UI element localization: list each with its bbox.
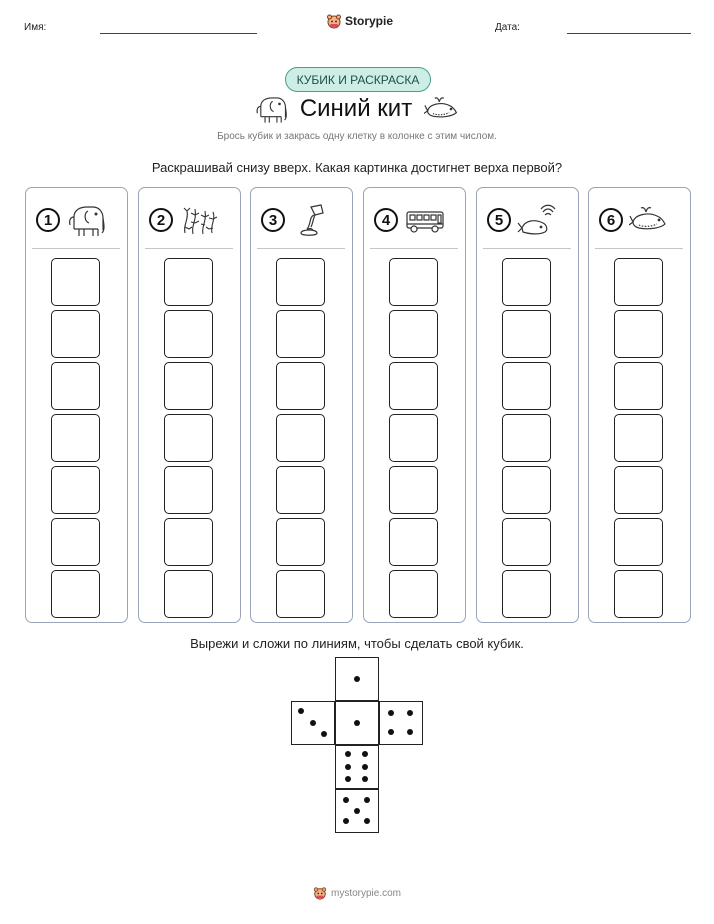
column-1	[25, 187, 128, 623]
color-cell[interactable]	[164, 310, 213, 358]
color-cell[interactable]	[614, 258, 663, 306]
die-pip	[343, 797, 349, 803]
footer	[0, 886, 714, 900]
die-pip	[388, 710, 394, 716]
column-number: 2	[149, 208, 173, 232]
column-divider	[595, 248, 683, 249]
die-pip	[407, 729, 413, 735]
column-number: 6	[599, 208, 623, 232]
column-header	[149, 203, 231, 237]
color-cell[interactable]	[276, 258, 325, 306]
column-divider	[145, 248, 233, 249]
name-line	[100, 33, 257, 34]
die-pip	[364, 797, 370, 803]
die-pip	[345, 764, 351, 770]
column-header	[261, 203, 343, 237]
column-4	[363, 187, 466, 623]
die-face-bottom	[335, 789, 379, 833]
column-header	[599, 203, 681, 237]
page-title: Синий кит	[299, 95, 413, 122]
date-label: Дата:	[495, 22, 520, 33]
color-cell[interactable]	[164, 518, 213, 566]
water-pour-icon	[291, 203, 331, 237]
color-cell[interactable]	[614, 518, 663, 566]
color-cell[interactable]	[502, 466, 551, 514]
die-pip	[343, 818, 349, 824]
color-cell[interactable]	[502, 310, 551, 358]
die-pip	[407, 710, 413, 716]
seaweed-icon	[179, 203, 219, 237]
color-cell[interactable]	[51, 310, 100, 358]
color-cell[interactable]	[502, 414, 551, 462]
color-cell[interactable]	[502, 570, 551, 618]
storypie-mascot-icon	[313, 886, 327, 900]
column-divider	[32, 248, 120, 249]
color-cell[interactable]	[614, 466, 663, 514]
color-cell[interactable]	[502, 518, 551, 566]
die-pip	[364, 818, 370, 824]
column-number: 5	[487, 208, 511, 232]
elephant-title-icon	[254, 94, 288, 124]
column-5	[476, 187, 579, 623]
name-label: Имя:	[24, 22, 47, 33]
activity-badge: КУБИК И РАСКРАСКА	[285, 67, 431, 92]
die-pip	[321, 731, 327, 737]
color-cell[interactable]	[276, 570, 325, 618]
column-header	[374, 203, 456, 237]
die-face-lower	[335, 745, 379, 789]
color-cell[interactable]	[276, 466, 325, 514]
color-cell[interactable]	[51, 570, 100, 618]
color-cell[interactable]	[164, 570, 213, 618]
color-cell[interactable]	[389, 362, 438, 410]
die-pip	[345, 751, 351, 757]
color-cell[interactable]	[502, 362, 551, 410]
elephant-icon	[66, 203, 106, 237]
die-face-left	[291, 701, 335, 745]
color-cell[interactable]	[164, 362, 213, 410]
column-divider	[257, 248, 345, 249]
bus-icon	[404, 203, 446, 237]
column-2	[138, 187, 241, 623]
color-cell[interactable]	[51, 414, 100, 462]
die-pip	[362, 751, 368, 757]
color-cell[interactable]	[51, 258, 100, 306]
column-6	[588, 187, 691, 623]
color-cell[interactable]	[51, 362, 100, 410]
color-cell[interactable]	[389, 466, 438, 514]
column-number: 3	[261, 208, 285, 232]
color-cell[interactable]	[51, 518, 100, 566]
date-line	[567, 33, 691, 34]
color-cell[interactable]	[164, 414, 213, 462]
color-cell[interactable]	[389, 414, 438, 462]
color-cell[interactable]	[502, 258, 551, 306]
die-face-center	[335, 701, 379, 745]
column-header	[487, 203, 569, 237]
color-cell[interactable]	[276, 414, 325, 462]
color-cell[interactable]	[276, 310, 325, 358]
color-cell[interactable]	[389, 310, 438, 358]
brand-logo	[326, 13, 393, 29]
brand-name: Storypie	[345, 14, 394, 28]
title-row	[0, 92, 714, 126]
color-cell[interactable]	[614, 570, 663, 618]
die-pip	[354, 720, 360, 726]
storypie-mascot-icon	[326, 13, 342, 29]
die-pip	[354, 808, 360, 814]
die-pip	[388, 729, 394, 735]
footer-url: mystorypie.com	[330, 887, 401, 899]
whale-sound-icon	[517, 203, 557, 237]
die-pip	[345, 776, 351, 782]
die-pip	[362, 776, 368, 782]
color-cell[interactable]	[614, 362, 663, 410]
die-pip	[310, 720, 316, 726]
color-cell[interactable]	[51, 466, 100, 514]
color-cell[interactable]	[389, 570, 438, 618]
column-number: 1	[36, 208, 60, 232]
color-cell[interactable]	[276, 518, 325, 566]
column-3	[250, 187, 353, 623]
whale-icon	[629, 205, 669, 235]
whale-title-icon	[424, 96, 460, 122]
instruction: Раскрашивай снизу вверх. Какая картинка достигнет верха первой?	[151, 160, 563, 175]
die-pip	[362, 764, 368, 770]
column-header	[36, 203, 118, 237]
color-cell[interactable]	[276, 362, 325, 410]
die-face-right	[379, 701, 423, 745]
column-divider	[483, 248, 571, 249]
color-cell[interactable]	[164, 258, 213, 306]
color-cell[interactable]	[389, 518, 438, 566]
die-pip	[354, 676, 360, 682]
die-face-top	[335, 657, 379, 701]
subtitle: Брось кубик и закрась одну клетку в колонке с этим числом.	[217, 131, 497, 142]
column-number: 4	[374, 208, 398, 232]
cut-instruction: Вырежи и сложи по линиям, чтобы сделать свой кубик.	[190, 636, 524, 651]
column-divider	[370, 248, 458, 249]
die-pip	[298, 708, 304, 714]
color-cell[interactable]	[614, 310, 663, 358]
color-cell[interactable]	[614, 414, 663, 462]
color-cell[interactable]	[164, 466, 213, 514]
color-cell[interactable]	[389, 258, 438, 306]
